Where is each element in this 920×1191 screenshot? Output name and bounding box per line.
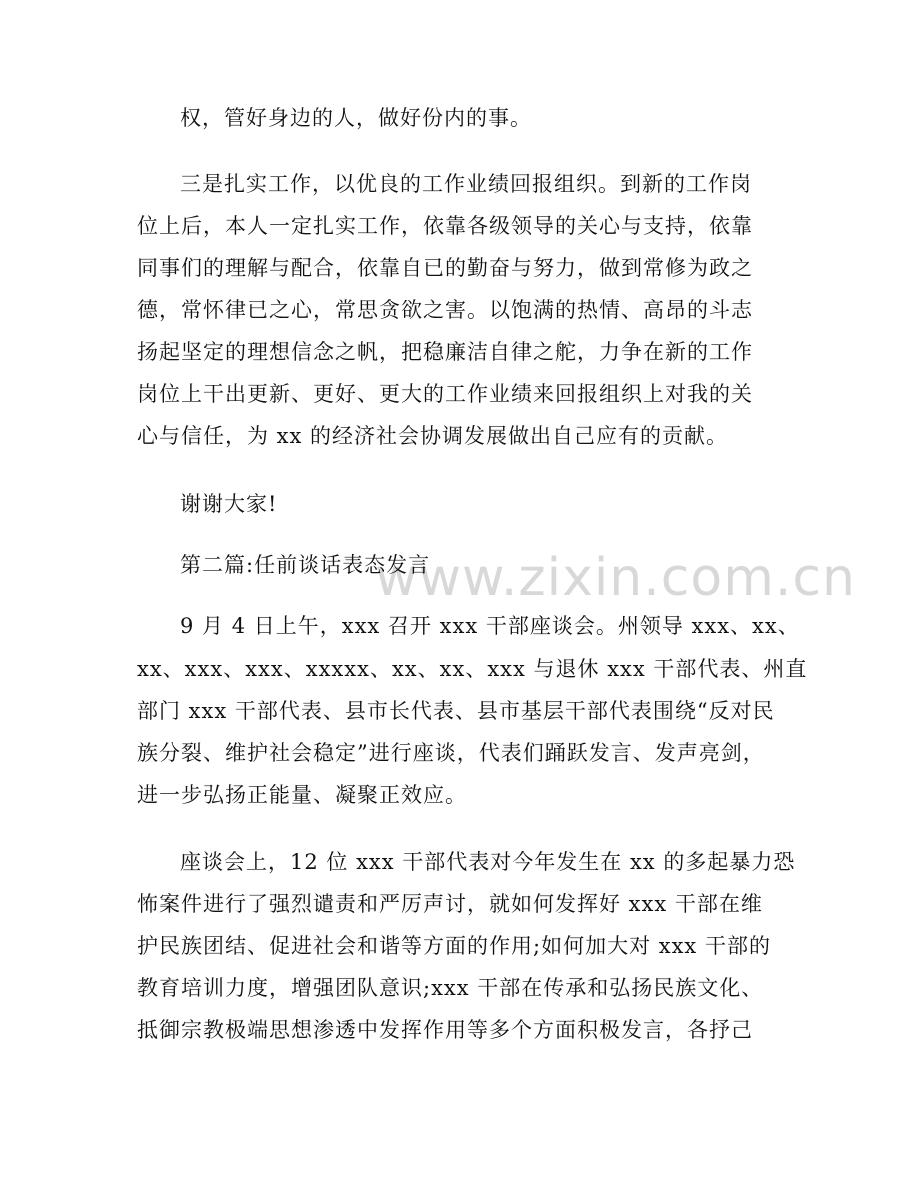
- text-line: 怖案件进行了强烈谴责和严厉声讨，就如何发挥好 xxx 干部在维: [137, 892, 763, 916]
- text-line: 德，常怀律已之心，常思贪欲之害。以饱满的热情、高昂的斗志: [137, 298, 753, 322]
- text-line: 谢谢大家!: [180, 492, 278, 516]
- text-line: xx、xxx、xxx、xxxxx、xx、xx、xxx 与退休 xxx 干部代表、州直: [137, 657, 808, 681]
- section-heading-text: 第二篇:任前谈话表态发言: [180, 553, 431, 577]
- text-line: 同事们的理解与配合，依靠自已的勤奋与努力，做到常修为政之: [137, 256, 753, 280]
- text-line: 抵御宗教极端思想渗透中发挥作用等多个方面积极发言，各抒己: [137, 1018, 753, 1042]
- text-line: 心与信任，为 xx 的经济社会协调发展做出自己应有的贡献。: [137, 424, 729, 448]
- text-line: 族分裂、维护社会稳定”进行座谈，代表们踊跃发言、发声亮剑，: [137, 741, 765, 765]
- text-line: 进一步弘扬正能量、凝聚正效应。: [137, 783, 467, 807]
- text-line: 扬起坚定的理想信念之帆，把稳廉洁自律之舵，力争在新的工作: [137, 340, 753, 364]
- text-line: 位上后，本人一定扎实工作，依靠各级领导的关心与支持，依靠: [137, 214, 753, 238]
- text-line: 岗位上干出更新、更好、更大的工作业绩来回报组织上对我的关: [137, 382, 753, 406]
- text-line: 护民族团结、促进社会和谐等方面的作用;如何加大对 xxx 干部的: [137, 934, 771, 958]
- text-line: 三是扎实工作，以优良的工作业绩回报组织。到新的工作岗: [180, 172, 752, 196]
- text-line: 9 月 4 日上午，xxx 召开 xxx 干部座谈会。州领导 xxx、xx、: [180, 614, 800, 638]
- text-line: 教育培训力度，增强团队意识;xxx 干部在传承和弘扬民族文化、: [137, 976, 764, 1000]
- text-line: 座谈会上，12 位 xxx 干部代表对今年发生在 xx 的多起暴力恐: [180, 850, 796, 874]
- watermark: www.zixin.com.cn: [375, 548, 856, 608]
- text-line: 部门 xxx 干部代表、县市长代表、县市基层干部代表围绕“反对民: [137, 699, 775, 723]
- text-line: 权，管好身边的人，做好份内的事。: [180, 106, 532, 130]
